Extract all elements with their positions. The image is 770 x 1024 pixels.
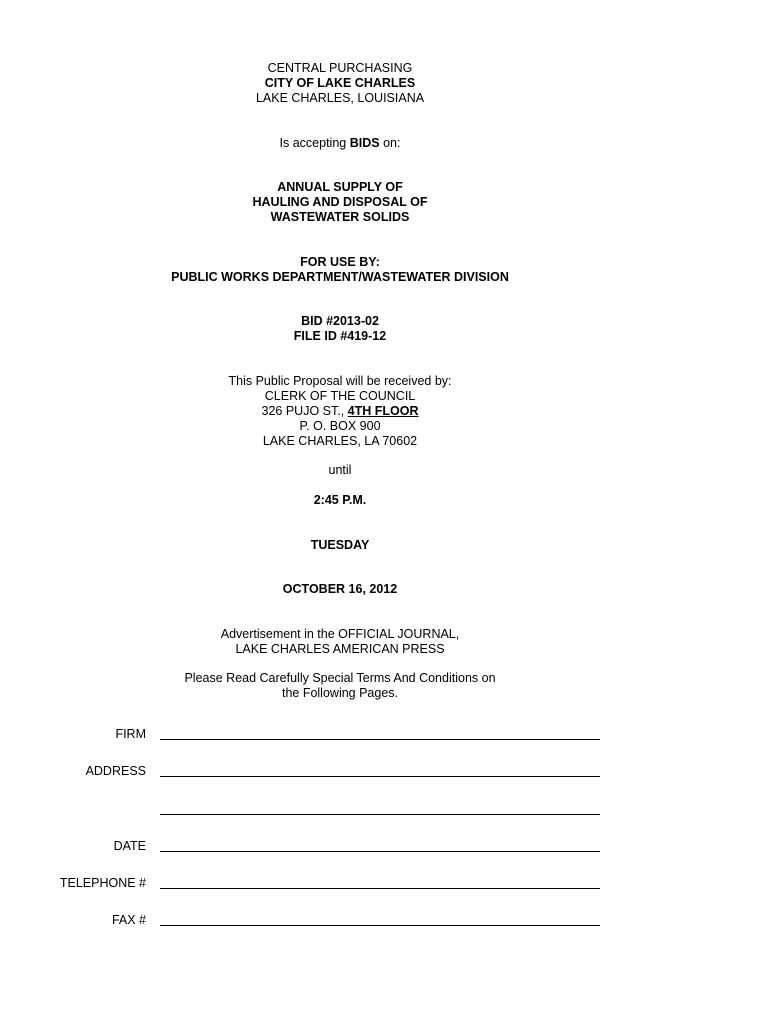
- telephone-field[interactable]: [160, 888, 600, 889]
- until-label: until: [328, 463, 352, 477]
- receipt-street: [0, 404, 680, 419]
- notice-line: the Following Pages.: [281, 686, 399, 700]
- for-use-block: [0, 255, 680, 285]
- fax-field[interactable]: [160, 925, 600, 926]
- subject-line: ANNUAL SUPPLY OF: [277, 180, 403, 194]
- file-id: FILE ID #419-12: [293, 329, 387, 343]
- notice-line: Please Read Carefully Special Terms And Conditions on: [184, 671, 496, 685]
- address-field-line-2[interactable]: [160, 814, 600, 815]
- telephone-label: TELEPHONE #: [59, 876, 146, 890]
- address-label: ADDRESS: [85, 764, 146, 778]
- for-use-department: PUBLIC WORKS DEPARTMENT/WASTEWATER DIVISION: [171, 270, 509, 284]
- subject-line: HAULING AND DISPOSAL OF: [252, 195, 428, 209]
- department-name: CENTRAL PURCHASING: [267, 61, 413, 75]
- city-state-zip: LAKE CHARLES, LA 70602: [262, 434, 418, 448]
- address-field[interactable]: [160, 776, 600, 777]
- deadline-day: TUESDAY: [310, 538, 370, 552]
- advertisement-block: [0, 627, 680, 657]
- street-address: 326 PUJO ST.,: [261, 404, 348, 418]
- accepting-suffix: on:: [379, 136, 401, 150]
- accepting-bids-line: [0, 136, 680, 151]
- deadline-date: OCTOBER 16, 2012: [282, 582, 398, 596]
- location: LAKE CHARLES, LOUISIANA: [255, 91, 425, 105]
- header-block: [0, 61, 680, 106]
- firm-field[interactable]: [160, 739, 600, 740]
- receipt-intro: This Public Proposal will be received by:: [228, 374, 452, 388]
- receipt-office: CLERK OF THE COUNCIL: [264, 389, 416, 403]
- accepting-bids-word: BIDS: [349, 136, 380, 150]
- subject-line: WASTEWATER SOLIDS: [270, 210, 410, 224]
- city-name: CITY OF LAKE CHARLES: [264, 76, 416, 90]
- subject-block: [0, 180, 680, 225]
- firm-label: FIRM: [115, 727, 146, 741]
- date-field[interactable]: [160, 851, 600, 852]
- advertisement-line: Advertisement in the OFFICIAL JOURNAL,: [220, 627, 460, 641]
- bid-number: BID #2013-02: [301, 314, 379, 328]
- po-box: P. O. BOX 900: [299, 419, 381, 433]
- floor: 4TH FLOOR: [347, 404, 419, 418]
- deadline-time: 2:45 P.M.: [313, 493, 367, 507]
- accepting-prefix: Is accepting: [279, 136, 350, 150]
- date-label: DATE: [113, 839, 146, 853]
- advertisement-line: LAKE CHARLES AMERICAN PRESS: [235, 642, 445, 656]
- bid-ids-block: [0, 314, 680, 344]
- for-use-label: FOR USE BY:: [300, 255, 380, 269]
- notice-block: [0, 671, 680, 701]
- receipt-address-block: [0, 374, 680, 449]
- fax-label: FAX #: [111, 913, 146, 927]
